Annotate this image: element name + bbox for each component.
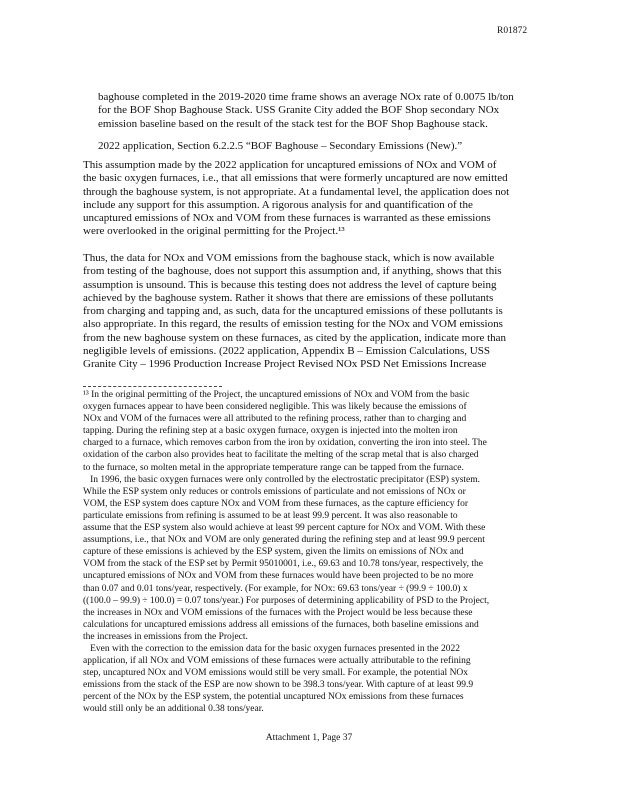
text-line: were overlooked in the original permitting for the Project.¹³ (83, 225, 345, 238)
text-line: Even with the correction to the emission data for the basic oxygen furnaces presented in the 2022 (83, 643, 460, 654)
text-line: percent of the NOx by the ESP system, the potential uncaptured NOx emissions from these furnaces (83, 692, 464, 703)
body-paragraph-2 (83, 252, 506, 372)
text-line: emissions from the stack of the ESP are now shown to be 398.3 tons/year. With capture of at least 99.9 (83, 680, 474, 691)
text-line: through the baghouse system, is not appropriate. At a fundamental level, the application does not (83, 185, 510, 198)
text-line: NOx and VOM of the furnaces were all attributed to the refining process, rather than to charging and (83, 414, 467, 425)
text-line: uncaptured emissions of NOx and VOM from these furnaces is warranted as these emissions (83, 212, 491, 225)
text-line: assumption is unsound. This is because this testing does not address the level of capture being (83, 278, 497, 291)
text-line: baghouse completed in the 2019-2020 time frame shows an average NOx rate of 0.0075 lb/ton (98, 91, 514, 103)
text-line: calculations for uncaptured emissions address all emissions of the furnaces, both baseline emissions and (83, 619, 479, 630)
text-line: the increases in emissions from the Project. (83, 631, 248, 642)
text-line: uncaptured emissions of NOx and VOM from these furnaces would have been projected to be no more (83, 571, 474, 582)
text-line: for the BOF Shop Baghouse Stack. USS Granite City added the BOF Shop secondary NOx (98, 104, 500, 117)
footnote-separator (83, 386, 222, 387)
text-line: achieved by the baghouse system. Rather it shows that there are emissions of these pollutants (83, 291, 494, 304)
document-id: R01872 (497, 26, 528, 36)
text-line: include any support for this assumption. A rigorous analysis for and quantification of the (83, 198, 473, 211)
text-line: emission baseline based on the result of the stack test for the BOF Shop Baghouse stack. (98, 117, 488, 130)
text-line: application, if all NOx and VOM emissions of these furnaces were actually attributable to the refining (83, 656, 471, 667)
text-line: oxygen furnaces appear to have been considered negligible. This was likely because the emissions of (83, 402, 467, 413)
text-line: ¹³ In the original permitting of the Project, the uncaptured emissions of NOx and VOM from the basic (83, 390, 470, 400)
text-line: from testing of the baghouse, does not support this assumption and, if anything, shows that this (83, 265, 502, 278)
text-line: from the new baghouse system on these furnaces, as cited by the application, indicate more than (83, 331, 507, 344)
text-line: Granite City – 1996 Production Increase Project Revised NOx PSD Net Emissions Increase (83, 358, 487, 371)
text-line: the basic oxygen furnaces, i.e., that all emissions that were formerly uncaptured are now emitted (83, 172, 508, 185)
text-line: VOM from the stack of the ESP set by Permit 95010001, i.e., 69.63 and 10.78 tons/year, respectively, the (83, 559, 483, 570)
text-line: oxidation of the carbon also provides heat to facilitate the melting of the scrap metal that is also charged (83, 450, 479, 461)
text-line: the increases in NOx and VOM emissions of the furnaces with the Project would be less because these (83, 607, 473, 618)
text-line: from charging and tapping and, as such, data for the uncaptured emissions of these pollutants is (83, 305, 503, 318)
text-line: assume that the ESP system also would achieve at least 99 percent capture for NOx and VOM. With these (83, 523, 486, 534)
footnote-13 (83, 389, 489, 716)
text-line: In 1996, the basic oxygen furnaces were only controlled by the electrostatic precipitator (ESP) system. (83, 474, 481, 485)
text-line: tapping. During the refining step at a basic oxygen furnace, oxygen is injected into the molten iron (83, 426, 458, 437)
text-line: to the furnace, so molten metal in the appropriate temperature range can be tapped from the furnace. (83, 462, 464, 473)
text-line: would still only be an additional 0.38 tons/year. (83, 704, 264, 715)
text-line: Thus, the data for NOx and VOM emissions from the baghouse stack, which is now available (83, 252, 495, 264)
quote-citation: 2022 application, Section 6.2.2.5 “BOF Baghouse – Secondary Emissions (New).” (98, 140, 463, 152)
page-footer: Attachment 1, Page 37 (265, 733, 353, 743)
text-line: While the ESP system only reduces or controls emissions of particulate and not emissions of NOx or (83, 486, 466, 497)
body-paragraph-1 (83, 159, 509, 239)
text-line: assumptions, i.e., that NOx and VOM are only generated during the refining step and at least 99.9 percent (83, 535, 485, 546)
text-line: than 0.07 and 0.01 tons/year, respectively. (For example, for NOx: 69.63 tons/year ÷ (99.9 ÷ 100.0) x (83, 583, 468, 594)
text-line: This assumption made by the 2022 application for uncaptured emissions of NOx and VOM of (83, 159, 497, 171)
text-line: particulate emissions from refining is assumed to be at least 99.9 percent. It was also reasonable to (83, 510, 458, 521)
text-line: also appropriate. In this regard, the results of emission testing for the NOx and VOM emissions (83, 318, 503, 331)
block-quote (98, 91, 514, 131)
text-line: VOM, the ESP system does capture NOx and VOM from these furnaces, as the capture efficiency for (83, 498, 468, 509)
text-line: negligible levels of emissions. (2022 application, Appendix B – Emission Calculations, USS (83, 345, 490, 358)
text-line: ((100.0 – 99.9) ÷ 100.0) = 0.07 tons/year.) For purposes of determining applicability of PSD to the Project, (83, 595, 490, 606)
text-line: step, uncaptured NOx and VOM emissions would still be very small. For example, the potential NOx (83, 668, 469, 679)
text-line: capture of these emissions is achieved by the ESP system, given the limits on emissions of NOx and (83, 547, 464, 558)
text-line: charged to a furnace, which removes carbon from the iron by oxidation, converting the iron into steel. The (83, 438, 487, 449)
